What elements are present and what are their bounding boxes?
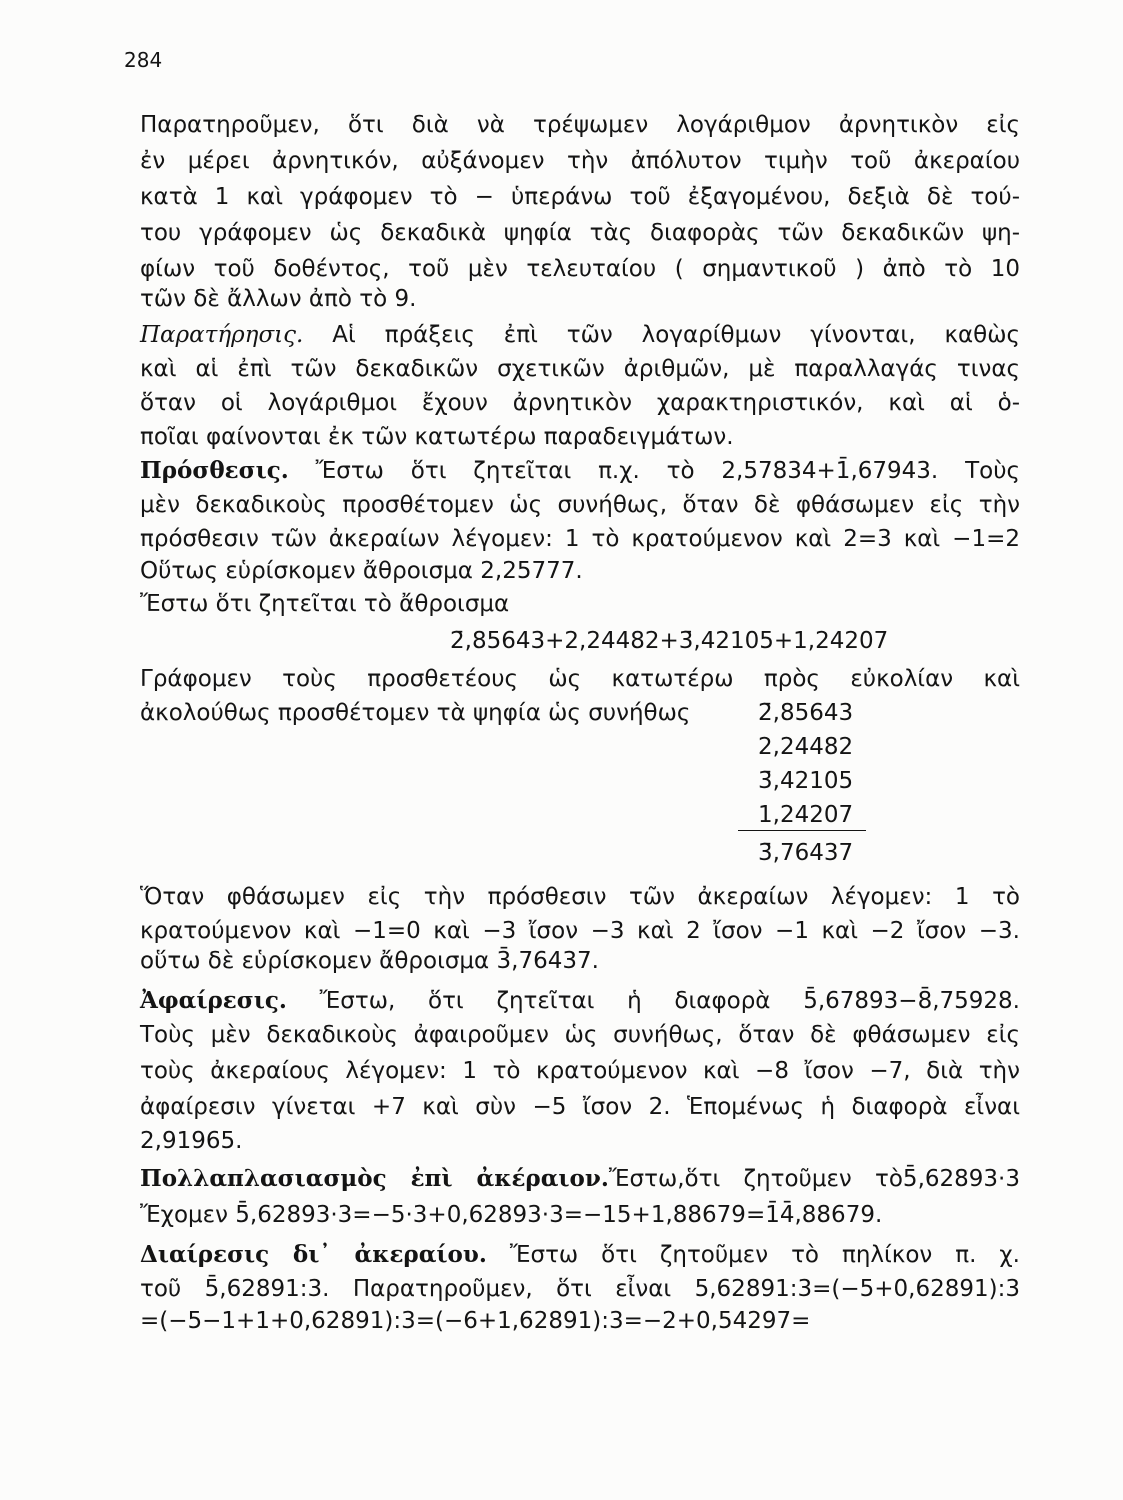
text-line-28: Ἔχομεν 5̄,62893·3=−5·3+0,62893·3=−15+1,88679=1̄4̄,88679. (140, 1202, 883, 1228)
subtraction-heading: Ἀφαίρεσις. (140, 987, 287, 1014)
text-line-3: κατὰ 1 καὶ γράφομεν τὸ − ὑπεράνω τοῦ ἐξαγομένου, δεξιὰ δὲ τού- (140, 184, 1020, 210)
text-line-22 (140, 984, 1020, 1018)
text-line-4: του γράφομεν ὡς δεκαδικὰ ψηφία τὰς διαφορὰς τῶν δεκαδικῶν ψη- (140, 220, 1020, 246)
text-line-6: τῶν δὲ ἄλλων ἀπὸ τὸ 9. (140, 286, 417, 312)
text-line-8: καὶ αἱ ἐπὶ τῶν δεκαδικῶν σχετικῶν ἀριθμῶν, μὲ παραλλαγάς τινας (140, 356, 1020, 382)
text-line-25: ἀφαίρεσιν γίνεται +7 καὶ σὺν −5 ἴσον 2. Ἑπομένως ἡ διαφορὰ εἶναι (140, 1094, 1020, 1120)
text-line-13: πρόσθεσιν τῶν ἀκεραίων λέγομεν: 1 τὸ κρατούμενον καὶ 2=3 καὶ −1=2 (140, 526, 1020, 552)
column-addend-4: 1,24207 (758, 802, 854, 828)
text-line-30: τοῦ 5̄,62891:3. Παρατηροῦμεν, ὅτι εἶναι 5,62891:3=(−5+0,62891):3 (140, 1276, 1020, 1302)
column-addend-1: 2̄,85643 (758, 700, 854, 726)
column-addend-3: 3̄,42105 (758, 768, 854, 794)
text-line-22-rest: Ἔστω, ὅτι ζητεῖται ἡ διαφορὰ 5̄,67893−8̄,75928. (286, 988, 1020, 1014)
text-line-20: κρατούμενον καὶ −1=0 καὶ −3 ἴσον −3 καὶ 2 ἴσον −1 καὶ −2 ἴσον −3. (140, 918, 1020, 944)
text-line-9: ὅταν οἱ λογάριθμοι ἔχουν ἀρνητικὸν χαρακτηριστικόν, καὶ αἱ ὁ- (140, 390, 1020, 416)
text-line-5: φίων τοῦ δοθέντος, τοῦ μὲν τελευταίου ( σημαντικοῦ ) ἀπὸ τὸ 10 (140, 256, 1020, 282)
text-line-1: Παρατηροῦμεν, ὅτι διὰ νὰ τρέψωμεν λογάριθμον ἀρνητικὸν εἰς (140, 112, 1020, 138)
sum-rule (738, 830, 866, 832)
text-line-31: =(−5−1+1+0,62891):3=(−6+1,62891):3=−2+0,54297= (140, 1308, 811, 1334)
text-line-11 (140, 454, 1020, 488)
text-line-10: ποῖαι φαίνονται ἐκ τῶν κατωτέρω παραδειγμάτων. (140, 424, 734, 450)
text-line-19: Ὅταν φθάσωμεν εἰς τὴν πρόσθεσιν τῶν ἀκεραίων λέγομεν: 1 τὸ (140, 884, 1020, 910)
remark-heading: Παρατήρησις. (140, 322, 304, 348)
text-line-17: Γράφομεν τοὺς προσθετέους ὡς κατωτέρω πρὸς εὐκολίαν καὶ (140, 666, 1020, 692)
addition-heading: Πρόσθεσις. (140, 457, 289, 484)
text-line-11-rest: Ἔστω ὅτι ζητεῖται π.χ. τὸ 2,57834+1̄,67943. Τοὺς (288, 458, 1020, 484)
text-line-21: οὕτω δὲ εὑρίσκομεν ἄθροισμα 3̄,76437. (140, 948, 599, 974)
text-line-18: ἀκολούθως προσθέτομεν τὰ ψηφία ὡς συνήθως (140, 700, 691, 726)
text-line-26: 2,91965. (140, 1128, 243, 1154)
column-sum: 3̄,76437 (758, 840, 854, 866)
text-line-12: μὲν δεκαδικοὺς προσθέτομεν ὡς συνήθως, ὅταν δὲ φθάσωμεν εἰς τὴν (140, 492, 1020, 518)
text-line-14: Οὕτως εὑρίσκομεν ἄθροισμα 2,25777. (140, 558, 583, 584)
multiplication-heading: Πολλαπλασιασμὸς ἐπὶ ἀκέραιον. (140, 1165, 609, 1192)
division-heading: Διαίρεσις δι᾽ ἀκεραίου. (140, 1241, 487, 1268)
text-line-7 (140, 318, 1020, 352)
text-line-27-rest: Ἔστω,ὅτι ζητοῦμεν τὸ5̄,62893·3 (608, 1166, 1020, 1192)
text-line-7-rest: Αἱ πράξεις ἐπὶ τῶν λογαρίθμων γίνονται, καθὼς (303, 322, 1020, 348)
text-line-29-rest: Ἔστω ὅτι ζητοῦμεν τὸ πηλίκον π. χ. (486, 1242, 1020, 1268)
text-line-15: Ἔστω ὅτι ζητεῖται τὸ ἄθροισμα (140, 591, 510, 617)
text-line-24: τοὺς ἀκεραίους λέγομεν: 1 τὸ κρατούμενον καὶ −8 ἴσον −7, διὰ τὴν (140, 1058, 1020, 1084)
text-line-2: ἐν μέρει ἀρνητικόν, αὐξάνομεν τὴν ἀπόλυτον τιμὴν τοῦ ἀκεραίου (140, 148, 1020, 174)
text-line-23: Τοὺς μὲν δεκαδικοὺς ἀφαιροῦμεν ὡς συνήθως, ὅταν δὲ φθάσωμεν εἰς (140, 1022, 1020, 1048)
page-number: 284 (124, 48, 163, 72)
text-line-29 (140, 1238, 1020, 1272)
addition-expression: 2̄,85643+2,24482+3̄,42105+1,24207 (450, 628, 889, 654)
text-line-27 (140, 1162, 1020, 1196)
column-addend-2: 2,24482 (758, 734, 854, 760)
